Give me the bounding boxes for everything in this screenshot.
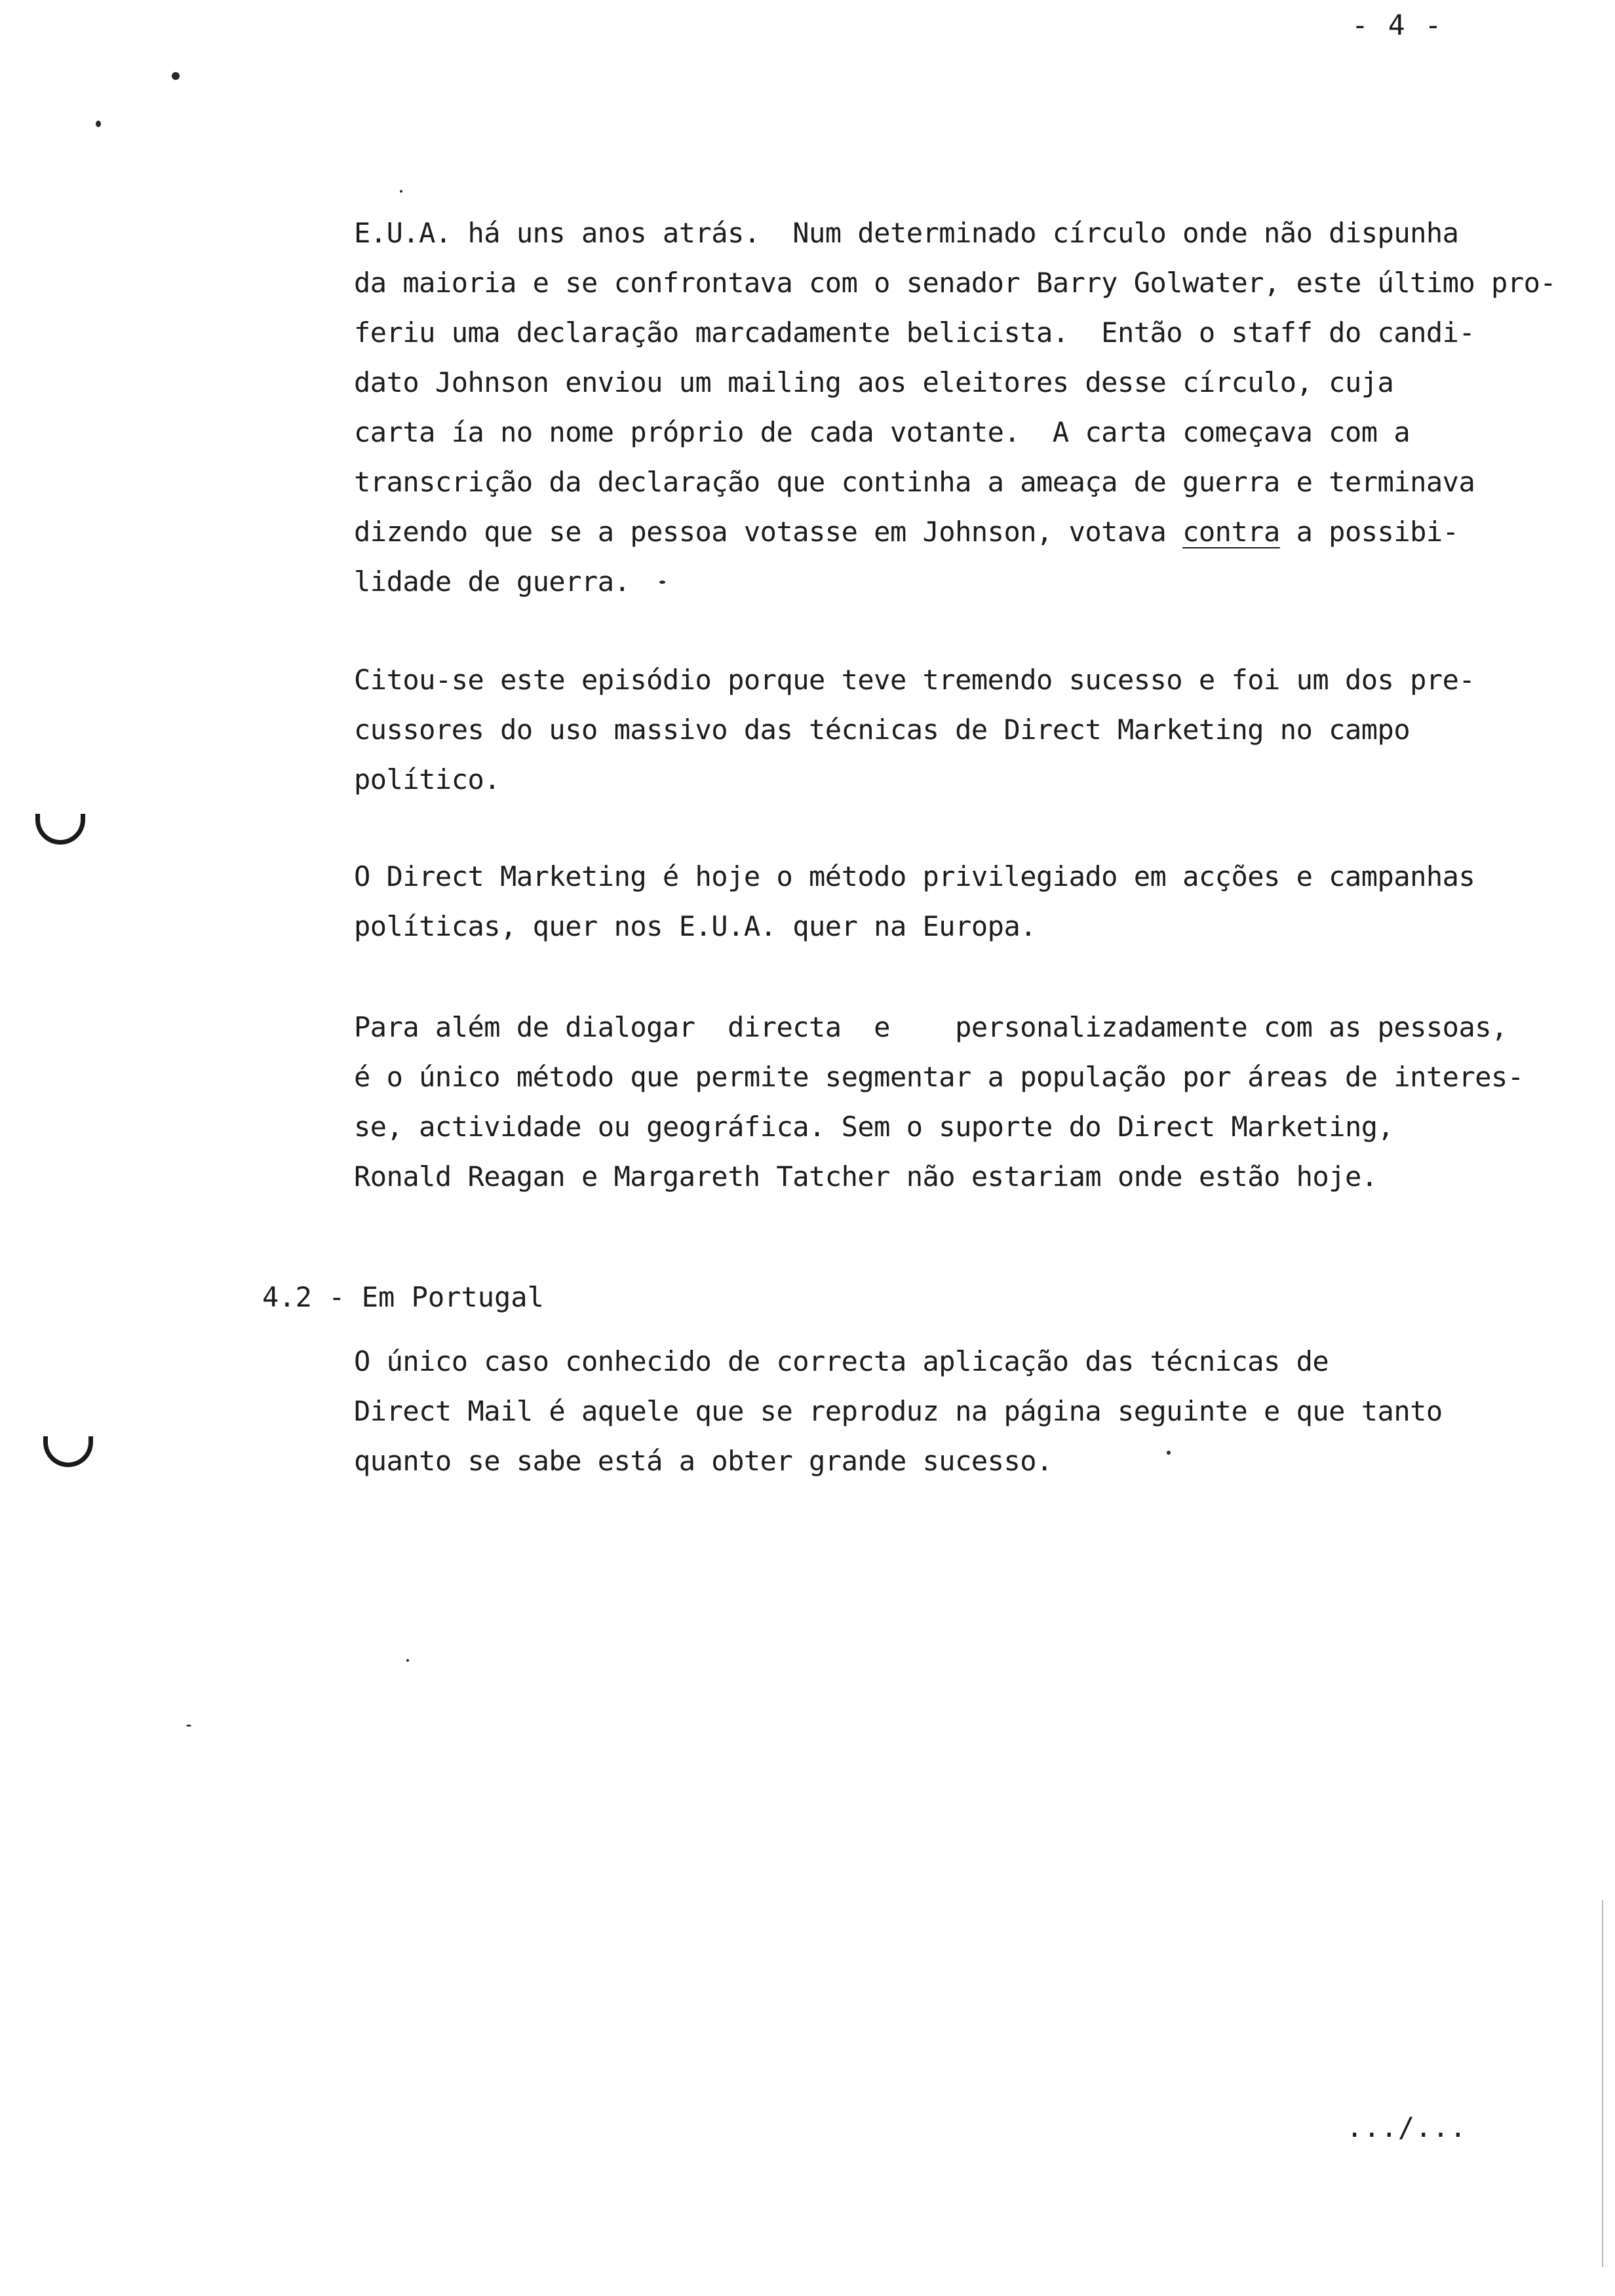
text-line: Para além de dialogar directa e personalizadamente com as pessoas, xyxy=(354,1011,1508,1043)
text-line: lidade de guerra. xyxy=(354,565,631,598)
section-paragraph xyxy=(354,1337,1553,1486)
speck-mark xyxy=(96,121,101,127)
speck-mark xyxy=(186,1725,191,1727)
speck-mark xyxy=(659,581,665,584)
page-number: - 4 - xyxy=(1352,9,1443,42)
text-fragment: a possibi- xyxy=(1279,516,1459,548)
text-line: político. xyxy=(354,763,501,795)
paragraph-1 xyxy=(354,208,1557,607)
text-line: quanto se sabe está a obter grande sucesso. xyxy=(354,1445,1053,1477)
text-line: da maioria e se confrontava com o senador Barry Golwater, este último pro- xyxy=(354,267,1557,299)
text-line: Ronald Reagan e Margareth Tatcher não estariam onde estão hoje. xyxy=(354,1160,1378,1193)
punch-hole-mark xyxy=(43,1436,93,1467)
speck-mark xyxy=(400,190,402,193)
page-edge-line xyxy=(1602,1900,1603,2267)
punch-hole-mark xyxy=(35,814,85,845)
text-fragment: dizendo que se a pessoa votasse em Johnson, votava xyxy=(354,516,1183,548)
text-line: E.U.A. há uns anos atrás. Num determinado círculo onde não dispunha xyxy=(354,217,1459,249)
speck-mark xyxy=(1167,1451,1171,1455)
text-line: se, actividade ou geográfica. Sem o suporte do Direct Marketing, xyxy=(354,1111,1394,1143)
text-line: O único caso conhecido de correcta aplicação das técnicas de xyxy=(354,1345,1329,1377)
text-line: Citou-se este episódio porque teve tremendo sucesso e foi um dos pre- xyxy=(354,664,1475,696)
speck-mark xyxy=(172,72,180,80)
text-line: transcrição da declaração que continha a ameaça de guerra e terminava xyxy=(354,466,1475,498)
paragraph-4 xyxy=(354,1003,1553,1202)
text-line: Direct Mail é aquele que se reproduz na página seguinte e que tanto xyxy=(354,1395,1443,1427)
text-line: políticas, quer nos E.U.A. quer na Europa. xyxy=(354,910,1037,942)
text-line: O Direct Marketing é hoje o método privilegiado em acções e campanhas xyxy=(354,860,1475,892)
underlined-word: contra xyxy=(1182,516,1280,548)
section-heading: 4.2 - Em Portugal xyxy=(262,1281,544,1313)
speck-mark xyxy=(406,1659,409,1662)
paragraph-2 xyxy=(354,655,1553,805)
text-line: cussores do uso massivo das técnicas de Direct Marketing no campo xyxy=(354,714,1411,746)
text-line: é o único método que permite segmentar a população por áreas de interes- xyxy=(354,1061,1524,1093)
continuation-mark: .../... xyxy=(1346,2111,1468,2143)
text-line xyxy=(354,507,1553,557)
text-line: feriu uma declaração marcadamente belicista. Então o staff do candi- xyxy=(354,316,1475,349)
text-line: carta ía no nome próprio de cada votante. A carta começava com a xyxy=(354,416,1411,448)
paragraph-3 xyxy=(354,852,1553,951)
text-line: dato Johnson enviou um mailing aos eleitores desse círculo, cuja xyxy=(354,366,1394,398)
